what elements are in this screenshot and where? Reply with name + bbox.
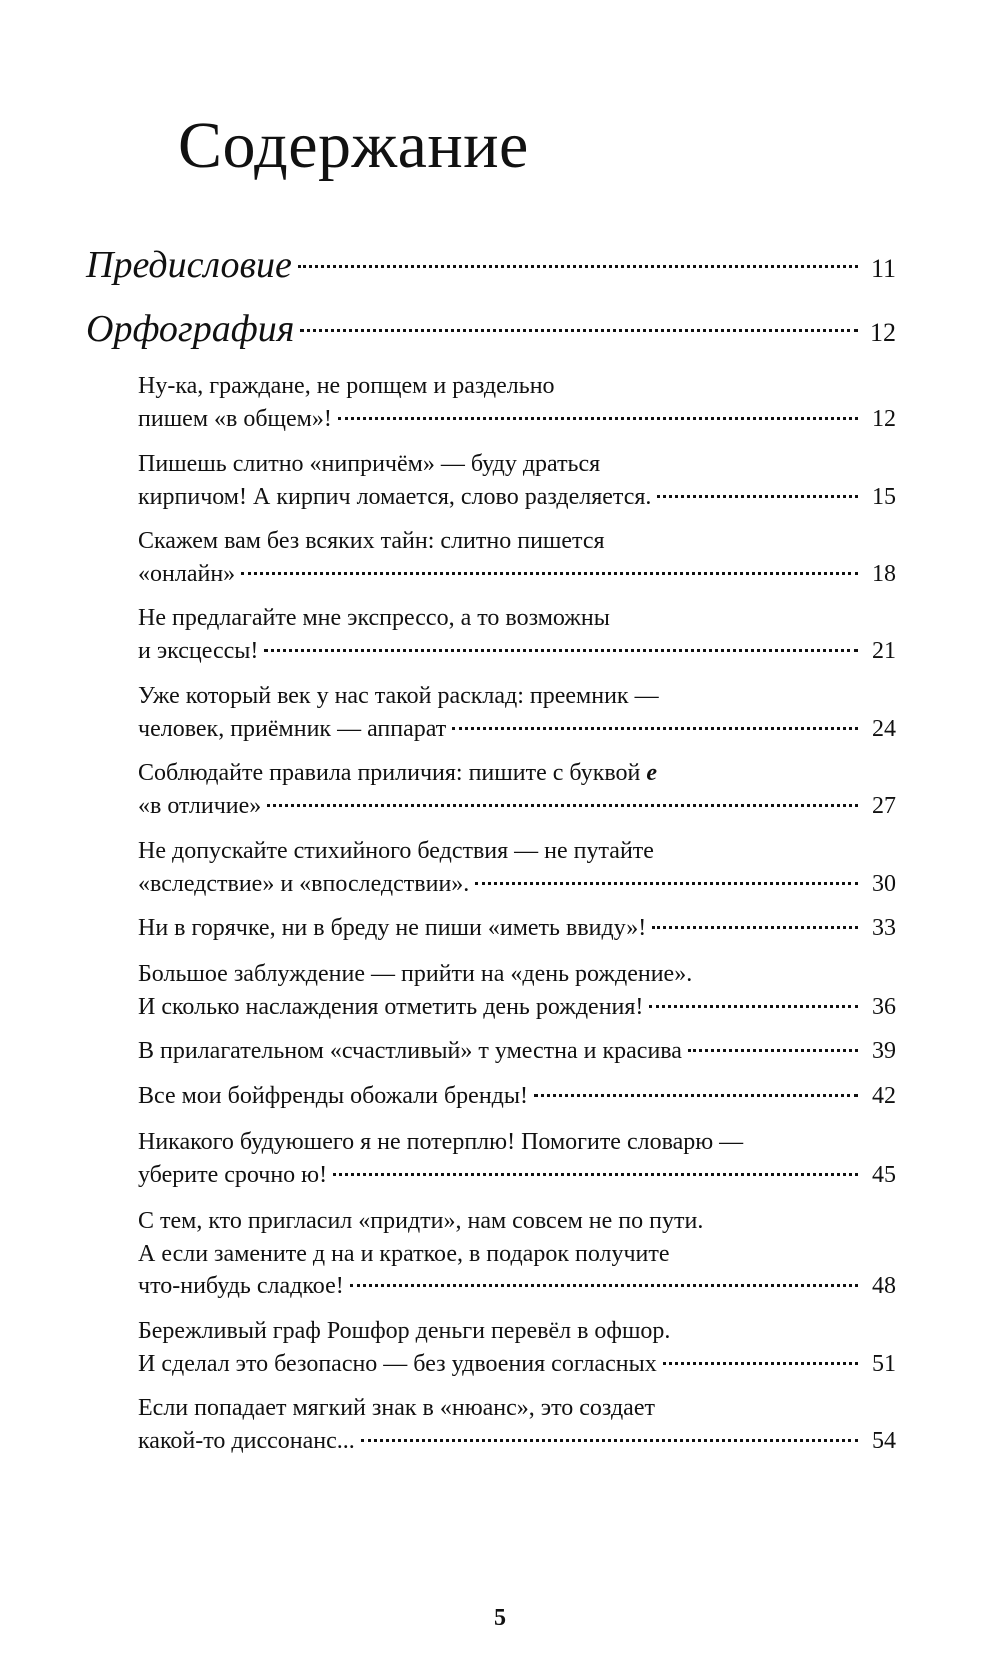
dot-leader (298, 265, 858, 268)
dot-leader (338, 417, 858, 420)
entry-page: 51 (872, 1350, 896, 1377)
entry-line: кирпичом! А кирпич ломается, слово разделяется. (138, 483, 652, 510)
dot-leader (267, 804, 858, 807)
entry-line: Пишешь слитно «нипричём» — буду драться (138, 451, 601, 477)
entry-line: Ну-ка, граждане, не ропщем и раздельно (138, 373, 555, 399)
toc-entry (138, 1035, 896, 1068)
page-title: Содержание (178, 109, 529, 182)
entry-line: А если замените д на и краткое, в подарок получите (138, 1240, 670, 1267)
entry-line: человек, приёмник — аппарат (138, 715, 447, 742)
entry-line: Не допускайте стихийного бедствия — не путайте (138, 838, 654, 864)
entry-line: И сделал это безопасно — без удвоения согласных (138, 1350, 657, 1377)
entry-line: Соблюдайте правила приличия: пишите с буквой (138, 760, 647, 786)
dot-leader (333, 1173, 858, 1176)
dot-leader (350, 1284, 858, 1287)
entry-line: «вследствие» и «впоследствии». (138, 870, 470, 897)
entry-line: Никакого будуюшего я не потерплю! Помогите словарю — (138, 1129, 744, 1155)
dot-leader (361, 1439, 858, 1442)
entry-line: Большое заблуждение — прийти на «день рождение». (138, 961, 693, 987)
toc-section-preface (86, 242, 896, 292)
entry-line: «в отличие» (138, 792, 262, 819)
toc-entry (138, 370, 896, 435)
entry-line: какой-то диссонанс... (138, 1427, 355, 1454)
entry-page: 33 (872, 915, 896, 941)
entry-page: 39 (872, 1038, 896, 1064)
toc-entry (138, 680, 896, 745)
entry-page: 27 (872, 792, 896, 819)
entry-page: 54 (872, 1427, 896, 1454)
entry-line: что-нибудь сладкое! (138, 1273, 344, 1299)
entry-page: 21 (872, 637, 896, 664)
dot-leader (657, 495, 858, 498)
entry-line: Уже который век у нас такой расклад: преемник — (138, 683, 659, 709)
emphasis-letter: е (646, 760, 658, 786)
toc-entry (138, 525, 896, 590)
entry-line: уберите срочно ю! (138, 1161, 328, 1188)
section-label: Предисловие (86, 244, 292, 286)
toc-entry (138, 958, 896, 1023)
entry-page: 45 (872, 1161, 896, 1188)
entry-line: С тем, кто пригласил «придти», нам совсем не по пути. (138, 1208, 704, 1234)
entry-line: В прилагательном «счастливый» т уместна и красива (138, 1038, 682, 1064)
section-page: 11 (870, 254, 896, 283)
toc-entry (138, 1080, 896, 1113)
dot-leader (652, 926, 858, 929)
entry-page: 30 (872, 870, 896, 897)
toc-entry (138, 835, 896, 900)
dot-leader (241, 572, 858, 575)
toc-entry (138, 448, 896, 513)
toc-entry (138, 602, 896, 667)
entry-line: Ни в горячке, ни в бреду не пиши «иметь ввиду»! (138, 915, 647, 941)
entry-line: «онлайн» (138, 560, 236, 587)
entry-page: 36 (872, 993, 896, 1020)
entry-line: Если попадает мягкий знак в «нюанс», это создает (138, 1395, 655, 1421)
entry-page: 12 (872, 405, 896, 432)
section-label: Орфография (86, 308, 295, 350)
dot-leader (264, 649, 858, 652)
dot-leader (663, 1362, 858, 1365)
dot-leader (688, 1049, 858, 1052)
toc-entry (138, 1392, 896, 1457)
toc-entry (138, 1205, 896, 1303)
dot-leader (534, 1094, 858, 1097)
dot-leader (452, 727, 858, 730)
section-page: 12 (870, 318, 896, 347)
dot-leader (475, 882, 858, 885)
dot-leader (649, 1005, 858, 1008)
entry-line: Не предлагайте мне экспрессо, а то возможны (138, 605, 610, 631)
toc-entry (138, 912, 896, 945)
entry-page: 18 (872, 560, 896, 587)
entry-page: 15 (872, 483, 896, 510)
toc-entry (138, 1315, 896, 1380)
entry-line: Бережливый граф Рошфор деньги перевёл в офшор. (138, 1318, 671, 1344)
entry-line: пишем «в общем»! (138, 405, 332, 432)
entry-page: 24 (872, 715, 896, 742)
entry-page: 48 (872, 1273, 896, 1299)
toc-entry (138, 1126, 896, 1191)
page-number: 5 (494, 1605, 506, 1631)
entry-line: и эксцессы! (138, 637, 259, 664)
entry-line: И сколько наслаждения отметить день рождения! (138, 993, 644, 1020)
entry-line: Скажем вам без всяких тайн: слитно пишется (138, 528, 605, 554)
toc-entry (138, 757, 896, 822)
dot-leader (300, 329, 858, 332)
toc-section-orthography (86, 306, 896, 356)
entry-line: Все мои бойфренды обожали бренды! (138, 1083, 528, 1109)
entry-page: 42 (872, 1083, 896, 1109)
